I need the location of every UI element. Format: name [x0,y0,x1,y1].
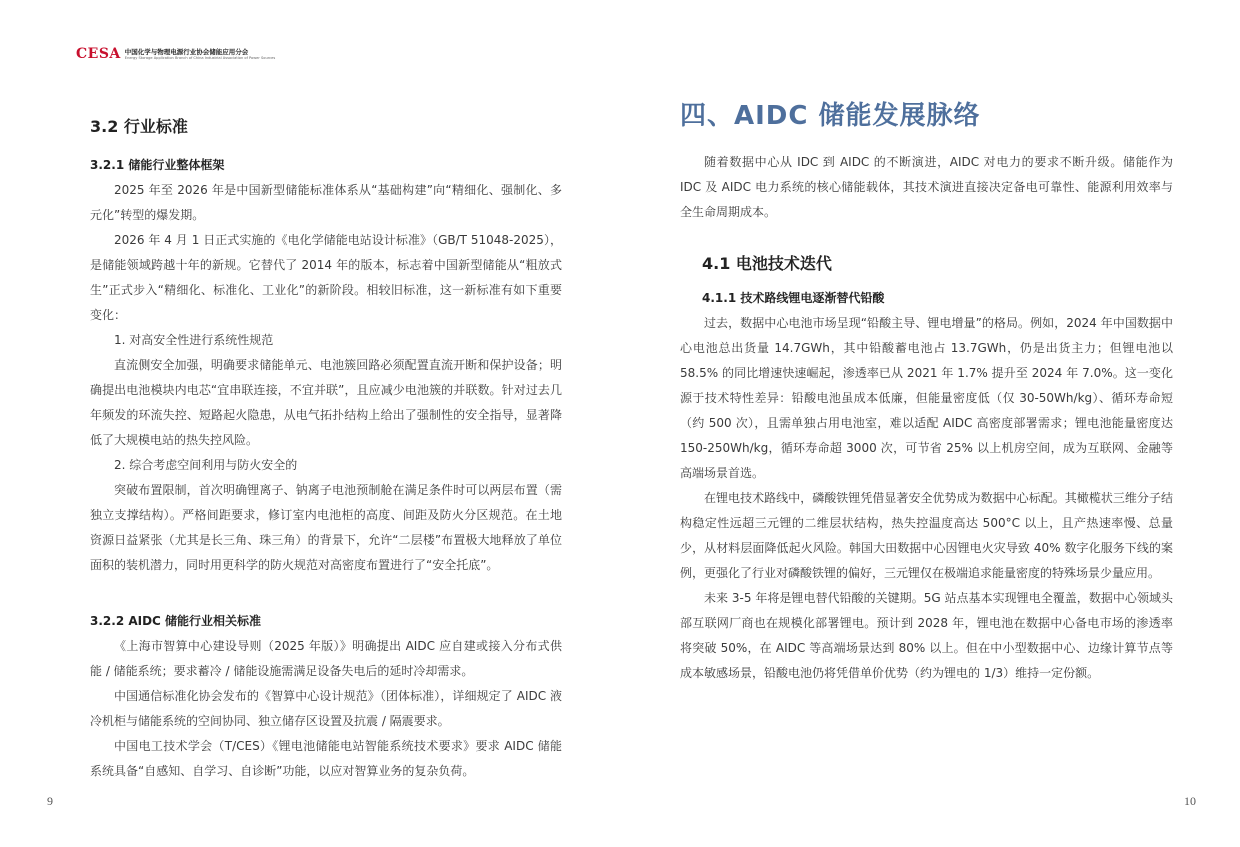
subsection-title-3-2-2: 3.2.2 AIDC 储能行业相关标准 [90,614,262,628]
subsection-title-4-1-1: 4.1.1 技术路线锂电逐渐替代铅酸 [702,291,885,305]
paragraph: 中国电工技术学会（T/CES）《锂电池储能电站智能系统技术要求》要求 AIDC 储能系统具备“自感知、自学习、自诊断”功能，以应对智算业务的复杂负荷。 [90,739,562,778]
chapter-title: 四、AIDC 储能发展脉络 [680,101,981,131]
paragraph: 中国通信标准化协会发布的《智算中心设计规范》（团体标准），详细规定了 AIDC 液冷机柜与储能系统的空间协同、独立储存区设置及抗震 / 隔震要求。 [90,689,562,728]
intro-paragraph: 随着数据中心从 IDC 到 AIDC 的不断演进，AIDC 对电力的要求不断升级。储能作为 IDC 及 AIDC 电力系统的核心储能载体，其技术演进直接决定备电可靠性、能源利用效率与全生命周期成本。 [680,155,1173,219]
paragraph: 在锂电技术路线中，磷酸铁锂凭借显著安全优势成为数据中心标配。其橄榄状三维分子结构稳定性远超三元锂的二维层状结构，热失控温度高达 500°C 以上，且产热速率慢、总量少，从材料层面降低起火风险。韩国大田数据中心因锂电火灾导致 40% 数字化服务下线的案例，更强化了行业对磷酸铁锂的偏好，三元锂仅在极端追求能量密度的特殊场景少量应用。 [680,491,1173,580]
paragraph: 直流侧安全加强，明确要求储能单元、电池簇回路必须配置直流开断和保护设备；明确提出电池模块内电芯“宜串联连接，不宜并联”，且应减少电池簇的并联数。针对过去几年频发的环流失控、短路起火隐患，从电气拓扑结构上给出了强制性的安全指导，显著降低了大规模电站的热失控风险。 [90,358,562,447]
logo-mark: CESA [76,46,121,62]
section-title-3-2: 3.2 行业标准 [90,117,188,136]
right-page [620,0,1240,847]
logo-chinese-name: 中国化学与物理电源行业协会储能应用分会 [124,47,249,56]
right-page-content [680,96,1173,686]
list-heading: 1. 对高安全性进行系统性规范 [114,333,274,347]
paragraph: 2026 年 4 月 1 日正式实施的《电化学储能电站设计标准》（GB/T 51048-2025），是储能领域跨越十年的新规。它替代了 2014 年的版本，标志着中国新型储能从“粗放式生”正式步入“精细化、标准化、工业化”的新阶段。相较旧标准，这一新标准有如下重要变化： [90,233,562,322]
left-page-content [90,114,562,784]
logo-text [125,48,275,61]
page-number-right: 10 [1184,794,1196,808]
logo-english-name: Energy Storage Application Branch of China Industrial Association of Power Sources [124,55,276,60]
cesa-logo [76,46,275,62]
paragraph: 突破布置限制，首次明确锂离子、钠离子电池预制舱在满足条件时可以两层布置（需独立支撑结构）。严格间距要求，修订室内电池柜的高度、间距及防火分区规范。在土地资源日益紧张（尤其是长三角、珠三角）的背景下，允许“二层楼”布置极大地释放了单位面积的装机潜力，同时用更科学的防火规范对高密度布置进行了“安全托底”。 [90,483,562,572]
list-heading: 2. 综合考虑空间利用与防火安全的 [114,458,298,472]
paragraph: 过去，数据中心电池市场呈现“铅酸主导、锂电增量”的格局。例如，2024 年中国数据中心电池总出货量 14.7GWh，其中铅酸蓄电池占 13.7GWh，仍是出货主力；但锂电池以 58.5% 的同比增速快速崛起，渗透率已从 2021 年 1.7% 提升至 2024 年 7.0%。这一变化源于技术特性差异：铅酸电池虽成本低廉，但能量密度低（仅 30-50Wh/kg）、循环寿命短（约 500 次），且需单独占用电池室，难以适配 AIDC 高密度部署需求；锂电池能量密度达 150-250Wh/kg，循环寿命超 3000 次，可节省 25% 以上机房空间，成为互联网、金融等高端场景首选。 [680,316,1173,480]
section-title-4-1: 4.1 电池技术迭代 [702,254,832,273]
paragraph: 未来 3-5 年将是锂电替代铅酸的关键期。5G 站点基本实现锂电全覆盖，数据中心领域头部互联网厂商也在规模化部署锂电。预计到 2028 年，锂电池在数据中心备电市场的渗透率将突破 50%，在 AIDC 等高端场景达到 80% 以上。但在中小型数据中心、边缘计算节点等成本敏感场景，铅酸电池仍将凭借单价优势（约为锂电的 1/3）维持一定份额。 [680,591,1173,680]
subsection-title-3-2-1: 3.2.1 储能行业整体框架 [90,158,225,172]
paragraph: 2025 年至 2026 年是中国新型储能标准体系从“基础构建”向“精细化、强制化、多元化”转型的爆发期。 [90,183,562,222]
paragraph: 《上海市智算中心建设导则（2025 年版）》明确提出 AIDC 应自建或接入分布式供能 / 储能系统；要求蓄冷 / 储能设施需满足设备失电后的延时冷却需求。 [90,639,562,678]
page-number-left: 9 [47,794,53,808]
